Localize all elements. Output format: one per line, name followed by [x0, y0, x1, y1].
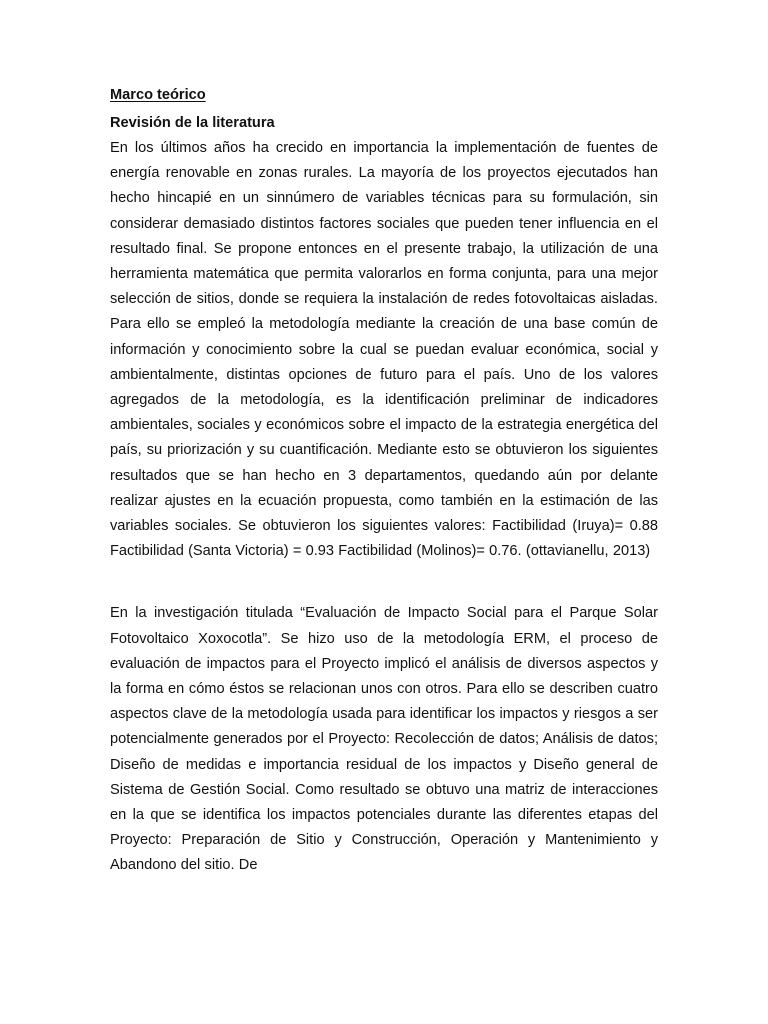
subsection-title: Revisión de la literatura — [110, 115, 275, 131]
paragraph-impact-evaluation: En la investigación titulada “Evaluación de Impacto Social para el Parque Solar Fotovoltaico Xoxocotla”. Se hizo uso de la metodología ERM, el proceso de evaluación de impactos para el Proyecto implicó el análisis de diversos aspectos y la forma en cómo éstos se relacionan unos con otros. Para ello se describen cuatro aspectos clave de la metodología usada para identificar los impactos y riesgos a ser potencialmente generados por el Proyecto: Recolección de datos; Análisis de datos; Diseño de medidas e importancia residual de los impactos y Diseño general de Sistema de Gestión Social. Como resultado se obtuvo una matriz de interacciones en la que se identifica los impactos potenciales durante las diferentes etapas del Proyecto: Preparación de Sitio y Construcción, Operación y Mantenimiento y Abandono del sitio. De — [110, 605, 658, 874]
paragraph-spacer — [110, 564, 658, 601]
document-page — [110, 83, 658, 879]
paragraph-literature-review: En los últimos años ha crecido en importancia la implementación de fuentes de energía renovable en zonas rurales. La mayoría de los proyectos ejecutados han hecho hincapié en un sinnúmero de variables técnicas para su formulación, sin considerar demasiado distintos factores sociales que pueden tener influencia en el resultado final. Se propone entonces en el presente trabajo, la utilización de una herramienta matemática que permita valorarlos en forma conjunta, para una mejor selección de sitios, donde se requiera la instalación de redes fotovoltaicas aisladas. Para ello se empleó la metodología mediante la creación de una base común de información y conocimiento sobre la cual se puedan evaluar económica, social y ambientalmente, distintas opciones de futuro para el país. Uno de los valores agregados de la metodología, es la identificación preliminar de indicadores ambientales, sociales y económicos sobre el impacto de la estrategia energética del país, su priorización y su cuantificación. Mediante esto se obtuvieron los siguientes resultados que se han hecho en 3 departamentos, quedando aún por delante realizar ajustes en la ecuación propuesta, como también en la estimación de las variables sociales. Se obtuvieron los siguientes valores: Factibilidad (Iruya)= 0.88 Factibilidad (Santa Victoria) = 0.93 Factibilidad (Molinos)= 0.76. (ottavianellu, 2013) — [110, 140, 658, 560]
section-title: Marco teórico — [110, 87, 206, 103]
